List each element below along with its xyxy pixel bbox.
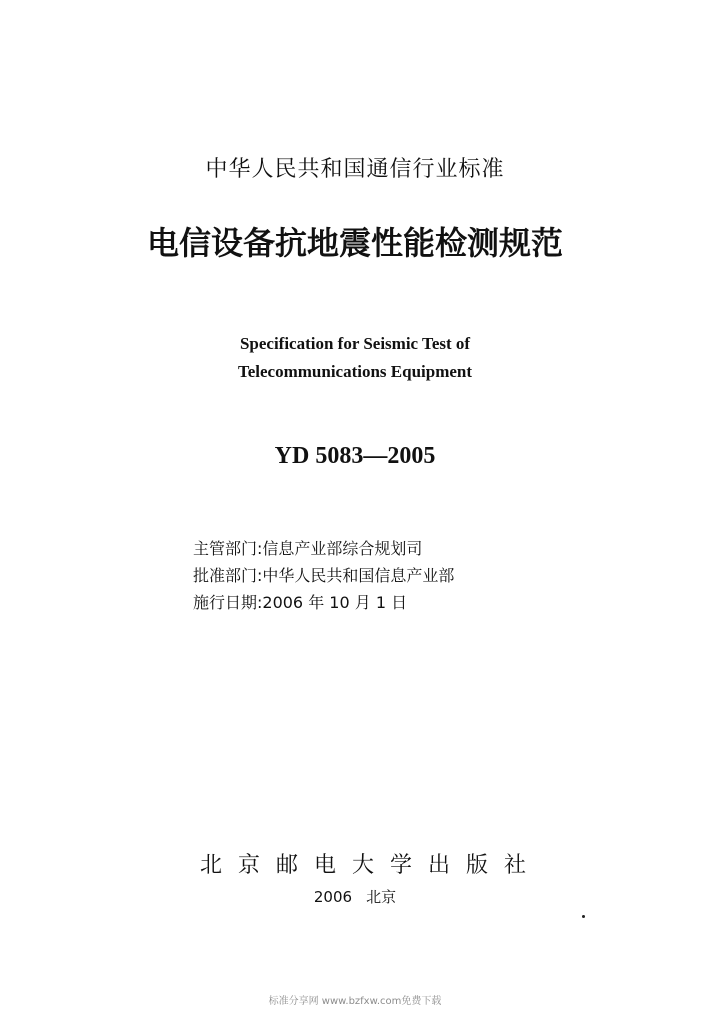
- competent-department: 主管部门:信息产业部综合规划司: [193, 539, 423, 558]
- effective-date: 施行日期:2006 年 10 月 1 日: [193, 593, 408, 612]
- document-title-chinese: 电信设备抗地震性能检测规范: [146, 224, 563, 262]
- scan-speck: [582, 915, 585, 918]
- publisher-name: 北京邮电大学出版社: [199, 853, 542, 878]
- document-metadata: [193, 535, 454, 616]
- publication-city: 北京: [366, 888, 397, 906]
- publication-year: 2006: [313, 888, 353, 906]
- standard-number: YD 5083—2005: [274, 443, 436, 469]
- publication-info: [0, 886, 710, 907]
- approval-department: 批准部门:中华人民共和国信息产业部: [193, 566, 455, 585]
- site-watermark: 标准分享网 www.bzfxw.com免费下载: [268, 996, 442, 1007]
- title-english-line-1: Specification for Seismic Test of: [239, 334, 471, 353]
- document-title-english: [0, 330, 710, 386]
- standard-type-heading: 中华人民共和国通信行业标准: [205, 157, 505, 182]
- title-english-line-2: Telecommunications Equipment: [237, 362, 473, 381]
